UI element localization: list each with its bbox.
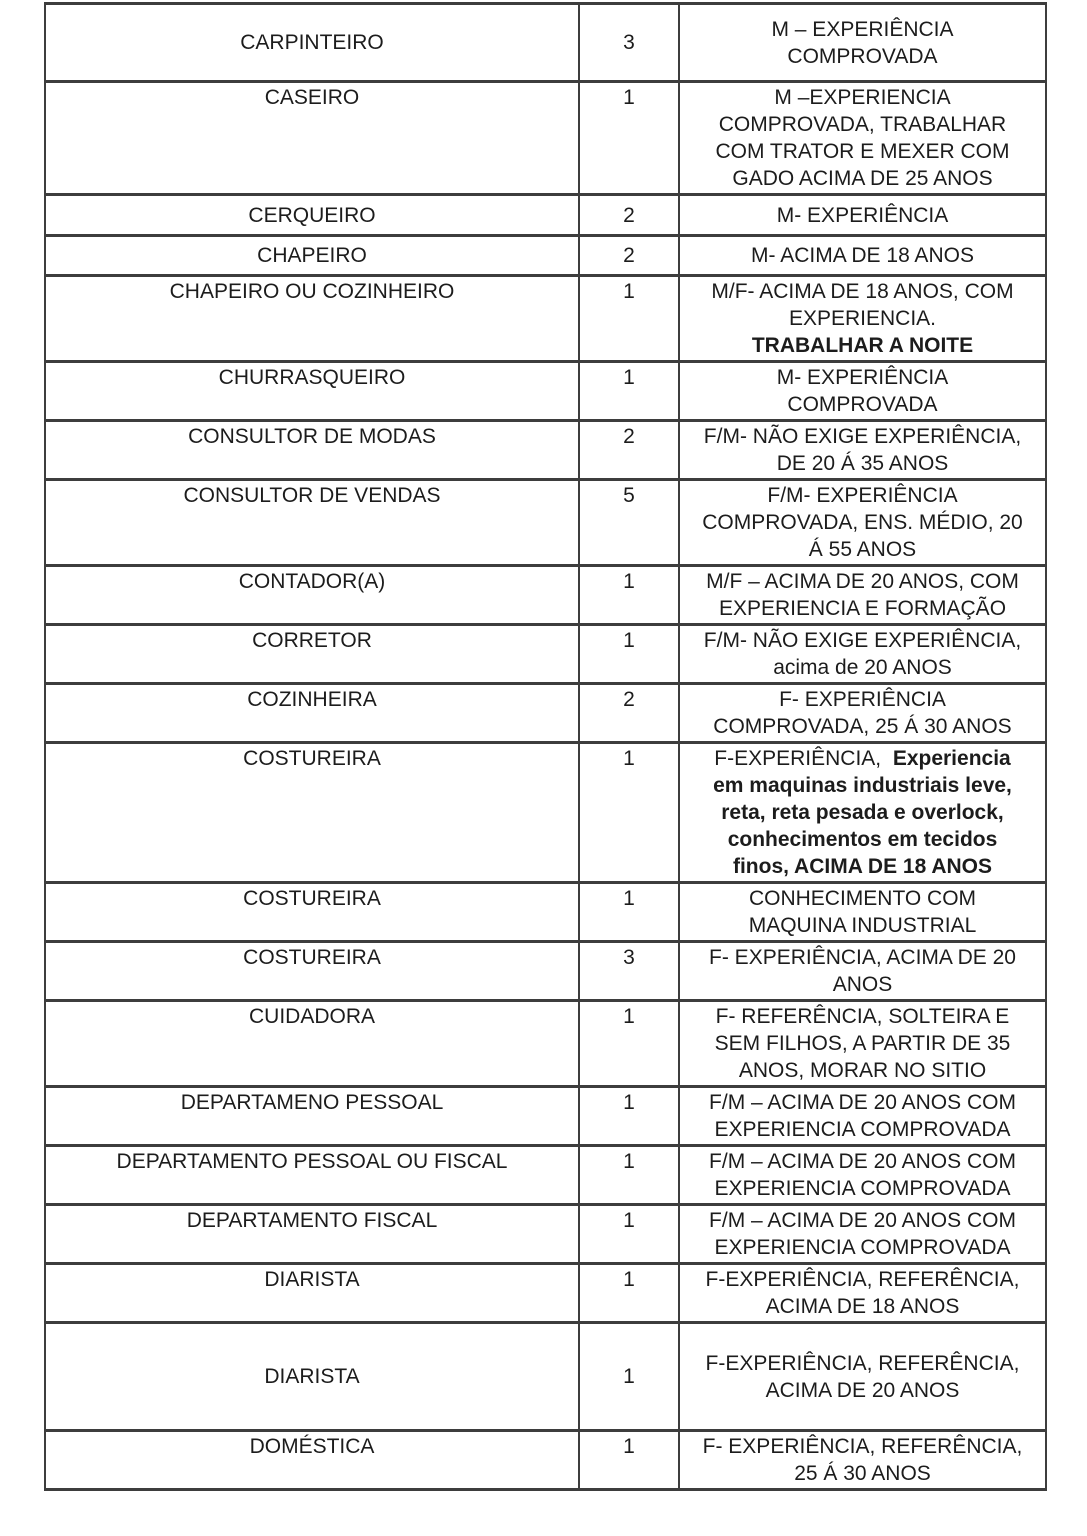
table-row: [45, 1087, 1046, 1146]
job-title-cell: CUIDADORA: [45, 1001, 579, 1087]
quantity-cell: 1: [579, 1431, 679, 1490]
job-title-cell: CARPINTEIRO: [45, 4, 579, 82]
text-segment: M/F – ACIMA DE 20 ANOS, COM: [706, 570, 1019, 593]
quantity-cell: 1: [579, 1087, 679, 1146]
quantity-cell: 2: [579, 684, 679, 743]
text-segment: reta, reta pesada e overlock,: [721, 801, 1004, 824]
quantity-cell: 1: [579, 276, 679, 362]
text-segment: TRABALHAR A NOITE: [751, 334, 974, 357]
quantity-cell: 3: [579, 942, 679, 1001]
table-row: [45, 743, 1046, 883]
requirement-line: [684, 509, 1041, 536]
quantity-cell: 1: [579, 743, 679, 883]
requirement-line: [684, 627, 1041, 654]
text-segment: M- EXPERIÊNCIA: [776, 203, 949, 227]
job-title-cell: CASEIRO: [45, 82, 579, 195]
requirements-cell: [679, 1146, 1046, 1205]
text-segment: F- EXPERIÊNCIA, ACIMA DE 20: [709, 946, 1016, 969]
text-segment: F- EXPERIÊNCIA: [779, 688, 946, 711]
quantity-cell: 1: [579, 566, 679, 625]
requirement-line: [684, 1116, 1041, 1143]
job-title-cell: COSTUREIRA: [45, 743, 579, 883]
requirements-cell: [679, 362, 1046, 421]
table-body: [45, 4, 1046, 1490]
text-segment: ACIMA DE 18 ANOS: [765, 1295, 960, 1318]
table-row: [45, 82, 1046, 195]
text-segment: EXPERIENCIA COMPROVADA: [714, 1236, 1011, 1259]
text-segment: M- EXPERIÊNCIA: [776, 366, 949, 389]
requirements-cell: [679, 4, 1046, 82]
text-segment: Á 55 ANOS: [808, 538, 917, 561]
quantity-cell: 1: [579, 82, 679, 195]
text-segment: EXPERIENCIA.: [788, 307, 937, 330]
requirement-line: [684, 1350, 1041, 1377]
table-row: [45, 480, 1046, 566]
requirements-cell: [679, 743, 1046, 883]
table-row: [45, 236, 1046, 276]
text-segment: EXPERIENCIA E FORMAÇÃO: [718, 597, 1007, 620]
text-segment: F-EXPERIÊNCIA, REFERÊNCIA,: [705, 1268, 1020, 1291]
requirements-cell: [679, 82, 1046, 195]
requirement-line: [684, 1030, 1041, 1057]
text-segment: EXPERIENCIA COMPROVADA: [714, 1118, 1011, 1141]
requirement-line: [684, 1003, 1041, 1030]
requirement-line: [684, 568, 1041, 595]
requirement-line: [684, 912, 1041, 939]
requirements-cell: [679, 1087, 1046, 1146]
text-segment: F/M- NÃO EXIGE EXPERIÊNCIA,: [703, 425, 1022, 448]
text-segment: ANOS, MORAR NO SITIO: [738, 1059, 987, 1082]
quantity-cell: 2: [579, 195, 679, 236]
requirement-line: [684, 654, 1041, 681]
table-row: [45, 195, 1046, 236]
text-segment: COMPROVADA: [787, 44, 938, 68]
job-title-cell: DIARISTA: [45, 1323, 579, 1431]
job-title-cell: CONSULTOR DE MODAS: [45, 421, 579, 480]
job-title-cell: DEPARTAMENO PESSOAL: [45, 1087, 579, 1146]
requirement-line: [684, 826, 1041, 853]
job-title-cell: CONTADOR(A): [45, 566, 579, 625]
text-segment: F/M- EXPERIÊNCIA: [767, 484, 958, 507]
quantity-cell: 1: [579, 1264, 679, 1323]
table-row: [45, 625, 1046, 684]
requirement-line: [684, 1175, 1041, 1202]
requirement-line: [684, 482, 1041, 509]
job-title-cell: COZINHEIRA: [45, 684, 579, 743]
table-row: [45, 1264, 1046, 1323]
quantity-cell: 1: [579, 1001, 679, 1087]
requirement-line: [684, 364, 1041, 391]
requirement-line: [684, 1207, 1041, 1234]
text-segment: F-EXPERIÊNCIA, REFERÊNCIA,: [705, 1351, 1020, 1375]
requirement-line: [684, 305, 1041, 332]
job-title-cell: CHURRASQUEIRO: [45, 362, 579, 421]
table-row: [45, 421, 1046, 480]
requirement-line: [684, 1234, 1041, 1261]
text-segment: F/M – ACIMA DE 20 ANOS COM: [709, 1209, 1016, 1232]
text-segment: CONHECIMENTO COM: [748, 887, 977, 910]
job-title-cell: DIARISTA: [45, 1264, 579, 1323]
requirements-cell: [679, 625, 1046, 684]
text-segment: 25 Á 30 ANOS: [794, 1462, 931, 1485]
text-segment: GADO ACIMA DE 25 ANOS: [732, 167, 993, 190]
table-row: [45, 276, 1046, 362]
requirement-line: [684, 686, 1041, 713]
job-title-cell: CHAPEIRO OU COZINHEIRO: [45, 276, 579, 362]
requirement-line: [684, 43, 1041, 70]
text-segment: COMPROVADA: [787, 393, 938, 416]
requirements-cell: [679, 684, 1046, 743]
requirement-line: [684, 799, 1041, 826]
requirements-cell: [679, 1205, 1046, 1264]
text-segment: M/F- ACIMA DE 18 ANOS, COM: [711, 280, 1014, 303]
job-title-cell: CHAPEIRO: [45, 236, 579, 276]
text-segment: F-EXPERIÊNCIA,: [714, 747, 887, 770]
text-segment: M – EXPERIÊNCIA: [771, 17, 954, 41]
quantity-cell: 3: [579, 4, 679, 82]
requirements-cell: [679, 195, 1046, 236]
requirement-line: [684, 332, 1041, 359]
job-title-cell: DEPARTAMENTO FISCAL: [45, 1205, 579, 1264]
requirements-cell: [679, 1323, 1046, 1431]
table-row: [45, 566, 1046, 625]
requirement-line: [684, 971, 1041, 998]
quantity-cell: 2: [579, 236, 679, 276]
requirements-cell: [679, 480, 1046, 566]
requirements-cell: [679, 421, 1046, 480]
requirements-cell: [679, 276, 1046, 362]
text-segment: ANOS: [832, 973, 893, 996]
table-row: [45, 883, 1046, 942]
text-segment: DE 20 Á 35 ANOS: [776, 452, 949, 475]
text-segment: F- REFERÊNCIA, SOLTEIRA E: [715, 1005, 1010, 1028]
quantity-cell: 1: [579, 1146, 679, 1205]
text-segment: MAQUINA INDUSTRIAL: [748, 914, 977, 937]
requirement-line: [684, 1057, 1041, 1084]
requirement-line: [684, 278, 1041, 305]
job-listings-table: [44, 2, 1047, 1491]
quantity-cell: 1: [579, 625, 679, 684]
requirements-cell: [679, 566, 1046, 625]
table-row: [45, 1431, 1046, 1490]
text-segment: EXPERIENCIA COMPROVADA: [714, 1177, 1011, 1200]
quantity-cell: 1: [579, 1323, 679, 1431]
job-title-cell: CONSULTOR DE VENDAS: [45, 480, 579, 566]
text-segment: M- ACIMA DE 18 ANOS: [751, 244, 974, 267]
requirements-cell: [679, 236, 1046, 276]
job-title-cell: CORRETOR: [45, 625, 579, 684]
quantity-cell: 1: [579, 1205, 679, 1264]
text-segment: F- EXPERIÊNCIA, REFERÊNCIA,: [702, 1435, 1023, 1458]
requirement-line: [684, 1460, 1041, 1487]
requirements-cell: [679, 1001, 1046, 1087]
requirement-line: [684, 450, 1041, 477]
text-segment: ACIMA DE 20 ANOS: [765, 1378, 960, 1402]
requirement-line: [684, 423, 1041, 450]
requirement-line: [684, 202, 1041, 229]
text-segment: em maquinas industriais leve,: [713, 774, 1012, 797]
requirement-line: [684, 853, 1041, 880]
quantity-cell: 5: [579, 480, 679, 566]
job-title-cell: COSTUREIRA: [45, 942, 579, 1001]
requirements-cell: [679, 883, 1046, 942]
text-segment: F/M- NÃO EXIGE EXPERIÊNCIA,: [703, 629, 1022, 652]
table-row: [45, 1001, 1046, 1087]
text-segment: COMPROVADA, 25 Á 30 ANOS: [713, 715, 1012, 738]
requirement-line: [684, 944, 1041, 971]
requirement-line: [684, 138, 1041, 165]
requirement-line: [684, 242, 1041, 269]
job-title-cell: DEPARTAMENTO PESSOAL OU FISCAL: [45, 1146, 579, 1205]
requirement-line: [684, 595, 1041, 622]
quantity-cell: 2: [579, 421, 679, 480]
requirement-line: [684, 536, 1041, 563]
requirements-cell: [679, 1264, 1046, 1323]
table-row: [45, 362, 1046, 421]
text-segment: COMPROVADA, ENS. MÉDIO, 20: [702, 511, 1023, 534]
requirement-line: [684, 1433, 1041, 1460]
table-row: [45, 942, 1046, 1001]
requirement-line: [684, 165, 1041, 192]
table-row: [45, 1205, 1046, 1264]
table-row: [45, 1323, 1046, 1431]
requirement-line: [684, 1293, 1041, 1320]
requirement-line: [684, 391, 1041, 418]
text-segment: conhecimentos em tecidos: [727, 828, 998, 851]
requirement-line: [684, 772, 1041, 799]
requirement-line: [684, 84, 1041, 111]
job-title-cell: DOMÉSTICA: [45, 1431, 579, 1490]
text-segment: COM TRATOR E MEXER COM: [715, 140, 1010, 163]
table-row: [45, 4, 1046, 82]
quantity-cell: 1: [579, 362, 679, 421]
requirement-line: [684, 1266, 1041, 1293]
text-segment: M –EXPERIENCIA: [774, 86, 951, 109]
requirement-line: [684, 1377, 1041, 1404]
requirement-line: [684, 111, 1041, 138]
quantity-cell: 1: [579, 883, 679, 942]
requirement-line: [684, 16, 1041, 43]
table-row: [45, 1146, 1046, 1205]
text-segment: COMPROVADA, TRABALHAR: [718, 113, 1007, 136]
text-segment: Experiencia: [886, 747, 1011, 770]
requirement-line: [684, 1148, 1041, 1175]
text-segment: F/M – ACIMA DE 20 ANOS COM: [709, 1091, 1016, 1114]
text-segment: SEM FILHOS, A PARTIR DE 35: [714, 1032, 1011, 1055]
requirement-line: [684, 745, 1041, 772]
requirements-cell: [679, 942, 1046, 1001]
requirements-cell: [679, 1431, 1046, 1490]
text-segment: F/M – ACIMA DE 20 ANOS COM: [709, 1150, 1016, 1173]
requirement-line: [684, 713, 1041, 740]
job-title-cell: CERQUEIRO: [45, 195, 579, 236]
requirement-line: [684, 1089, 1041, 1116]
table-row: [45, 684, 1046, 743]
job-title-cell: COSTUREIRA: [45, 883, 579, 942]
text-segment: acima de 20 ANOS: [773, 656, 952, 679]
requirement-line: [684, 885, 1041, 912]
text-segment: finos, ACIMA DE 18 ANOS: [732, 855, 993, 878]
